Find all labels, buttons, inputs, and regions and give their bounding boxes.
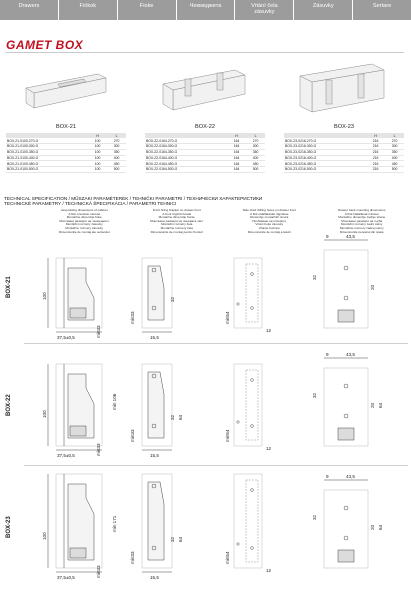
table-header: L [246,133,265,138]
header-cell: Чекмеджета [177,0,236,20]
dimension-label: 64 [178,414,183,420]
table-cell: 270 [246,138,265,143]
dimension-label: min33 [130,429,135,442]
dimension-label: 100 [42,410,47,418]
dimension-label: 20 [370,284,375,290]
dimension-label: 32 [170,536,175,542]
table-cell: 500 [385,167,404,173]
technical-drawing [24,468,408,586]
tech-spec-heading [4,196,408,207]
row-label: BOX-22 [6,394,12,416]
dimension-label: 64 [378,402,383,408]
table-row [6,167,126,173]
table-cell: 100 [88,155,107,161]
table-header: H [227,133,246,138]
table-cell: BOX-23-0216-350-G [284,149,366,155]
product-box21 [6,60,126,173]
table-cell: BOX-23-0216-400-G [284,155,366,161]
table-cell: 216 [366,155,385,161]
brand-divider [6,52,404,53]
table-cell: 100 [88,161,107,167]
dimension-label: min33 [96,565,101,578]
table-cell: 216 [366,143,385,149]
table-cell: BOX-23-0216-500-G [284,167,366,173]
table-cell: BOX-23-0216-270-G [284,138,366,143]
table-cell: 216 [366,149,385,155]
dimension-label: 32 [170,296,175,302]
table-cell: 500 [246,167,265,173]
dimension-label: 100 [42,532,47,540]
table-cell: 100 [88,138,107,143]
table-header: L [107,133,126,138]
table-cell: 164 [227,149,246,155]
dimension-label: 15,5 [150,575,159,580]
drawings-grid [4,228,408,598]
table-cell: BOX-22-0164-450-G [145,161,227,167]
table-cell: 100 [88,143,107,149]
dimension-label: 43,5 [346,352,355,357]
dimension-label: 37,5±0,5 [57,335,75,340]
table-cell: 164 [227,143,246,149]
dimension-label: min33 [96,443,101,456]
drawer-image [284,60,404,122]
dimension-label: 37,5±0,5 [57,453,75,458]
dimension-label: 9 [326,474,329,479]
table-cell: BOX-21-0100-270-G [6,138,88,143]
table-cell: BOX-23-0216-300-G [284,143,366,149]
dimension-label: 32 [312,274,317,280]
dimension-label: min 171 [112,515,117,532]
column-caption: Side shelf drilling holes on drawer front A fiók oldalfalának rögzítése Dimenzije montažnih otvora Пробиване на отворите Vrtání boku zásuvky Vŕtanie bočnice Dimensiunile de montaj a laturii [242,208,296,234]
dimension-label: 43,5 [346,234,355,239]
header-cell: Fiókok [59,0,118,20]
column-caption: Assembling dimensions of cabinet A fiók szerelési méretei Montažne dimenzije fioke Монтажни размери на чекмеджето Montážní rozměry zásuvky Montážne rozmery zásuvky Dimensiunile de montaj ale sertarului [58,208,110,234]
header-cell: Sertare [353,0,411,20]
table-cell: BOX-22-0164-270-G [145,138,227,143]
brand-logo: GAMET BOX [6,38,84,52]
row-label: BOX-23 [6,516,12,538]
table-cell: BOX-22-0164-350-G [145,149,227,155]
dimension-label: 32 [312,392,317,398]
table-cell: 216 [366,167,385,173]
dimension-label: 20 [370,402,375,408]
table-cell: 400 [385,155,404,161]
table-cell: BOX-21-0100-500-G [6,167,88,173]
table-cell: 100 [88,149,107,155]
dimension-label: 15,5 [150,453,159,458]
row-divider [24,343,408,344]
dimension-label: 64 [178,536,183,542]
dimension-label: 15,5 [150,335,159,340]
table-cell: BOX-22-0164-500-G [145,167,227,173]
table-cell: 450 [107,161,126,167]
dimension-label: min33 [96,325,101,338]
dimension-label: 20 [370,524,375,530]
table-cell: 500 [107,167,126,173]
table-cell: BOX-21-0100-400-G [6,155,88,161]
table-cell: BOX-21-0100-300-G [6,143,88,149]
product-box23 [284,60,404,173]
table-cell: 300 [385,143,404,149]
table-cell: 400 [246,155,265,161]
table-cell: BOX-22-0164-400-G [145,155,227,161]
dimension-label: 12 [266,446,272,451]
table-cell: 270 [107,138,126,143]
dimension-label: min54 [225,551,230,564]
table-cell: 350 [107,149,126,155]
language-header-bar [0,0,411,20]
header-cell: Drawers [0,0,59,20]
product-name: BOX-21 [56,124,76,130]
table-cell: 270 [385,138,404,143]
tech-line-1: TECHNICAL SPECIFICATION / MŰSZAKI PARAMÉTEREK / TEHNIČKI PARAMETRI / ТЕХНИЧЕСКИ ХАРАКТЕРИСТИКИ [4,196,263,201]
product-table [145,133,265,173]
table-cell: 164 [227,161,246,167]
product-table [284,133,404,173]
dimension-label: 32 [312,514,317,520]
dimension-label: min 106 [112,393,117,410]
table-cell: 400 [107,155,126,161]
product-table [6,133,126,173]
row-divider [24,465,408,466]
drawer-image [6,60,126,122]
tech-line-2: TECHNICKÉ PARAMETRY / TECHNICKÁ ŠPECIFIKÁCIA / PARAMETRI TEHNICI [4,201,177,207]
table-cell: BOX-22-0164-300-G [145,143,227,149]
technical-drawing [24,228,408,346]
table-header: H [366,133,385,138]
table-cell: 450 [385,161,404,167]
dimension-label: 64 [378,524,383,530]
table-cell: 300 [246,143,265,149]
drawer-image [145,60,265,122]
table-header: L [385,133,404,138]
dimension-label: min54 [225,429,230,442]
column-caption: Front fixing bracket on drawer front A front rögzítő furatai Montažne dimenzije fronte Монтажни размери на лицевата част Montážní rozměry čela Montážne rozmery čela Dimensiunile de montaj pentru fronturi [150,208,204,234]
header-cell: Fioke [118,0,177,20]
table-cell: 450 [246,161,265,167]
table-cell: 164 [227,167,246,173]
dimension-label: min33 [130,311,135,324]
product-box22 [145,60,265,173]
header-cell: Vrtání čela zásuvky [235,0,294,20]
technical-drawing [24,346,408,464]
table-cell: 300 [107,143,126,149]
dimension-label: 32 [170,414,175,420]
dimension-label: 37,5±0,5 [57,575,75,580]
dimension-label: 100 [42,292,47,300]
table-cell: 100 [88,167,107,173]
table-row [145,167,265,173]
table-cell: 216 [366,161,385,167]
dimension-label: min33 [130,551,135,564]
table-cell: BOX-21-0100-350-G [6,149,88,155]
table-cell: 216 [366,138,385,143]
dimension-label: 12 [266,328,272,333]
table-cell: 350 [246,149,265,155]
header-cell: Zásuvky [294,0,353,20]
dimension-label: 12 [266,568,272,573]
table-cell: 164 [227,138,246,143]
table-cell: BOX-23-0216-450-G [284,161,366,167]
product-name: BOX-23 [334,124,354,130]
dimension-label: 43,5 [346,474,355,479]
table-cell: 164 [227,155,246,161]
table-header: H [88,133,107,138]
table-cell: 350 [385,149,404,155]
table-row [284,167,404,173]
product-name: BOX-22 [195,124,215,130]
table-cell: BOX-21-0100-450-G [6,161,88,167]
row-label: BOX-21 [6,276,12,298]
dimension-label: 9 [326,234,329,239]
dimension-label: min54 [225,311,230,324]
dimension-label: 9 [326,352,329,357]
column-caption: Drawer back mounting dimensions A fiók hátfalának méretei Montažne dimenzije zadnje strane Монтажни размери на гърба Montážní rozměry zadní stěny Montážne rozmery zadnej steny Dimensiunile peretelui din spate [338,208,386,234]
